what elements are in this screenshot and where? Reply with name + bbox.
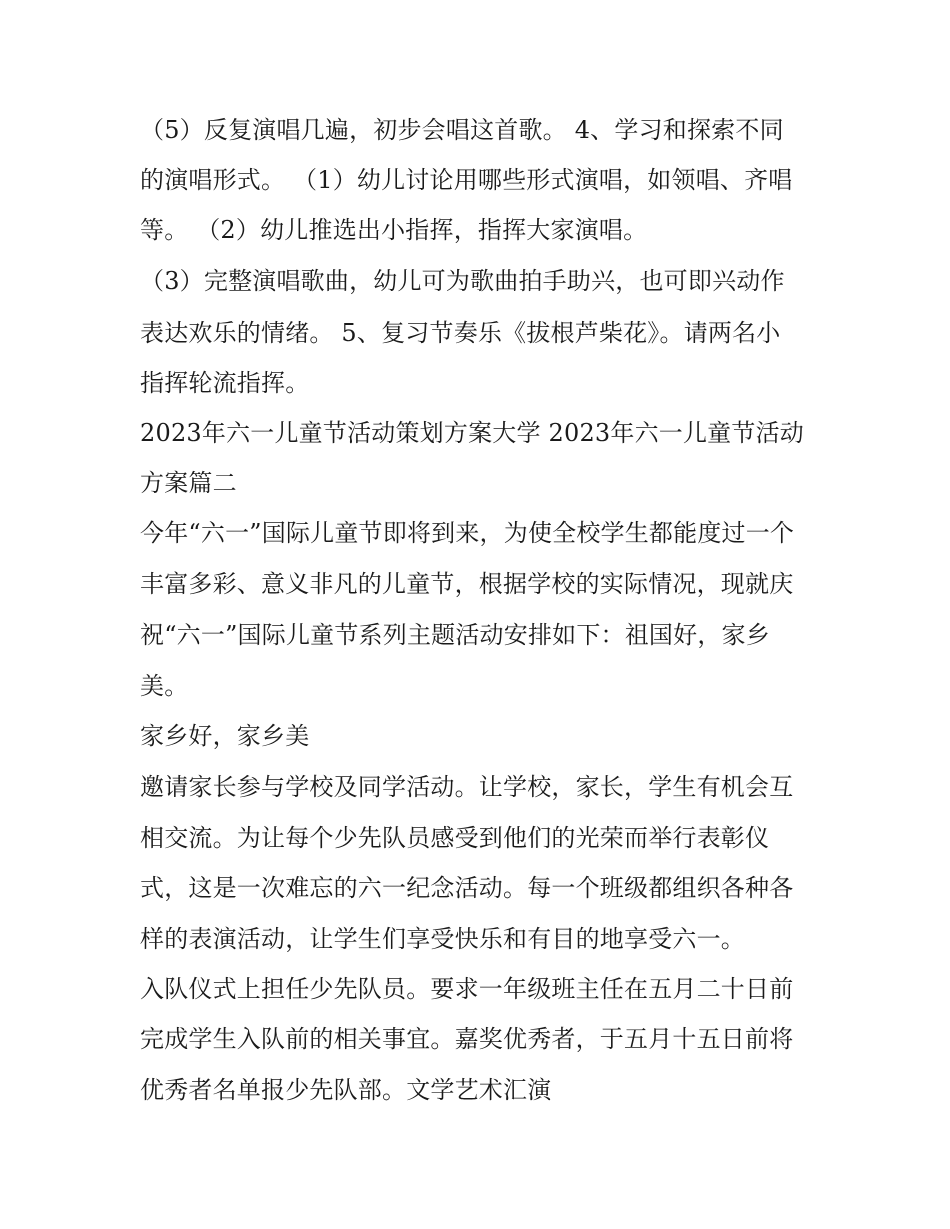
paragraph-line: 今年“六一”国际儿童节即将到来，为使全校学生都能度过一个 [140,519,795,547]
paragraph-line: 祝“六一”国际儿童节系列主题活动安排如下：祖国好，家乡 [140,621,770,649]
paragraph-line: （3）完整演唱歌曲，幼儿可为歌曲拍手助兴，也可即兴动作 [140,267,785,295]
paragraph-line: 完成学生入队前的相关事宜。嘉奖优秀者，于五月十五日前将 [140,1025,794,1053]
paragraph-line: 式，这是一次难忘的六一纪念活动。每一个班级都组织各种各 [140,874,794,902]
paragraph-line: 指挥轮流指挥。 [140,369,310,397]
paragraph-line: 优秀者名单报少先队部。文学艺术汇演 [140,1076,552,1104]
paragraph-line: 表达欢乐的情绪。 5、复习节奏乐《拔根芦柴花》。请两名小 [140,319,781,347]
paragraph-line: 等。 （2）幼儿推选出小指挥，指挥大家演唱。 [140,216,648,244]
paragraph-line: 家乡好，家乡美 [140,722,310,750]
paragraph-line: 邀请家长参与学校及同学活动。让学校，家长，学生有机会互 [140,773,794,801]
section-heading-line: 2023年六一儿童节活动策划方案大学 2023年六一儿童节活动 [140,419,804,447]
paragraph-line: 样的表演活动，让学生们享受快乐和有目的地享受六一。 [140,925,745,953]
paragraph-line: 相交流。为让每个少先队员感受到他们的光荣而举行表彰仪 [140,824,770,852]
paragraph-line: 美。 [140,672,189,700]
paragraph-line: 入队仪式上担任少先队员。要求一年级班主任在五月二十日前 [140,975,794,1003]
paragraph-line: 丰富多彩、意义非凡的儿童节，根据学校的实际情况，现就庆 [140,570,794,598]
paragraph-line: 的演唱形式。 （1）幼儿讨论用哪些形式演唱，如领唱、齐唱 [140,166,793,194]
paragraph-line: （5）反复演唱几遍，初步会唱这首歌。 4、学习和探索不同 [140,116,784,144]
section-heading-line: 方案篇二 [140,469,237,497]
